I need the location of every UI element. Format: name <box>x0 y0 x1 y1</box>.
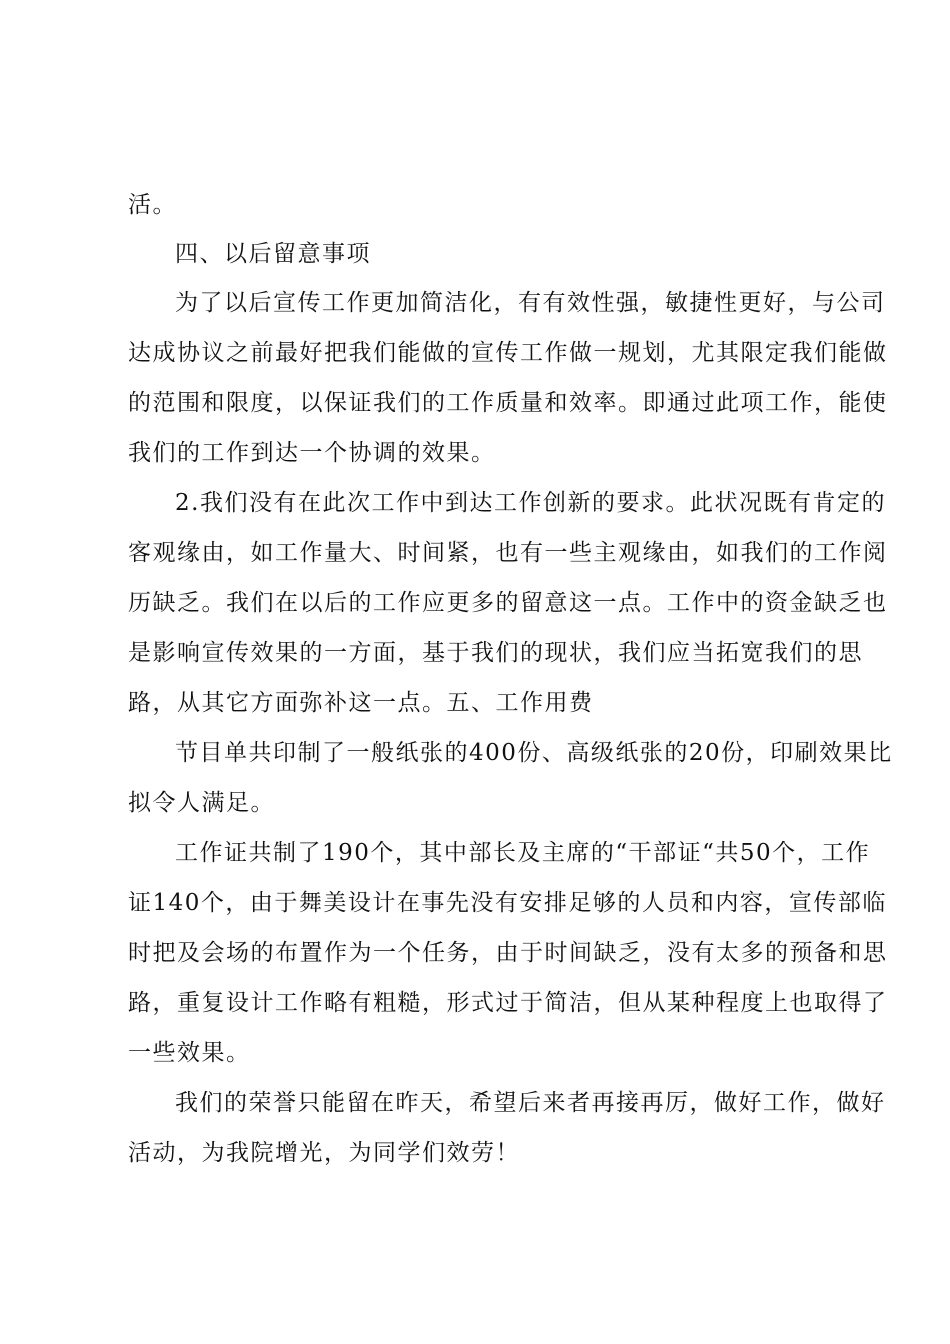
text-line: 活。 <box>128 192 177 218</box>
text-line: 时把及会场的布置作为一个任务，由于时间缺乏，没有太多的预备和思 <box>128 940 888 966</box>
text-line: 我们的荣誉只能留在昨天，希望后来者再接再厉，做好工作，做好 <box>175 1090 886 1116</box>
text-line: 一些效果。 <box>128 1040 251 1066</box>
text-line: 达成协议之前最好把我们能做的宣传工作做一规划，尤其限定我们能做 <box>128 340 888 366</box>
text-line: 我们的工作到达一个协调的效果。 <box>128 440 496 466</box>
text-line: 拟令人满足。 <box>128 790 275 816</box>
text-line: 为了以后宣传工作更加简洁化，有有效性强，敏捷性更好，与公司 <box>175 290 886 316</box>
section-heading: 四、以后留意事项 <box>175 241 371 267</box>
text-line: 活动，为我院增光，为同学们效劳！ <box>128 1140 520 1166</box>
text-line: 证140个，由于舞美设计在事先没有安排足够的人员和内容，宣传部临 <box>128 890 887 916</box>
text-line: 2.我们没有在此次工作中到达工作创新的要求。此状况既有肯定的 <box>175 490 886 516</box>
text-line: 路，从其它方面弥补这一点。五、工作用费 <box>128 690 594 716</box>
text-line: 工作证共制了190个，其中部长及主席的“干部证“共50个，工作 <box>175 840 871 866</box>
text-line: 是影响宣传效果的一方面，基于我们的现状，我们应当拓宽我们的思 <box>128 640 863 666</box>
text-line: 客观缘由，如工作量大、时间紧，也有一些主观缘由，如我们的工作阅 <box>128 540 888 566</box>
text-line: 路，重复设计工作略有粗糙，形式过于简洁，但从某种程度上也取得了 <box>128 990 888 1016</box>
text-line: 节目单共印制了一般纸张的400份、高级纸张的20份，印刷效果比 <box>175 740 893 766</box>
text-line: 的范围和限度，以保证我们的工作质量和效率。即通过此项工作，能使 <box>128 390 888 416</box>
text-line: 历缺乏。我们在以后的工作应更多的留意这一点。工作中的资金缺乏也 <box>128 590 888 616</box>
